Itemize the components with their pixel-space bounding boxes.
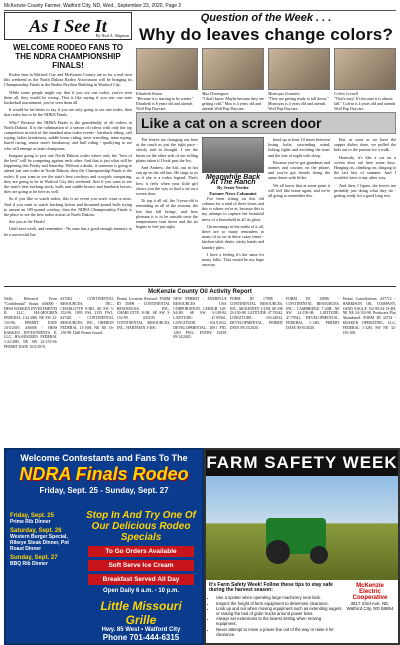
oil-column <box>117 297 170 443</box>
list-item: • Never attempt to move a power line out of the way or raise it for clearance. <box>216 627 342 637</box>
column-body <box>4 72 132 239</box>
respondent-quote: "I don't know. Maybe because they are getting cold." Max is 4 years old and attends Wolf Pup Daycare. <box>202 96 264 111</box>
paragraph: Why? Because the NDRA Finals is the granddaddy of all rodeos in North Dakota. It is the culmination of a season of rodeos with only the top competitors in each of the standard nine rodeo events - bareback riding, calf roping, ladies breakaway, saddle bronc riding, steer wrestling, team roping, barrel racing, senior men's breakaway, and bull riding - qualifying to see who will emerge as state champions. <box>4 119 132 151</box>
cooperative-brand <box>345 583 395 637</box>
oil-entry: Permit Location Revised: FORM ID 35098 - CONTINENTAL RESOURCES, INC., CHARLOTTE 8-3H, SE SW 3-152-99. #35100 - CONTINENTAL RESOURCES, INC., HARTMAN 3-3H1. <box>116 297 171 330</box>
special-item: Prime Rib Dinner <box>10 519 51 525</box>
restaurant-phone: Phone 701-444-6315 <box>102 633 180 642</box>
respondent-photo <box>334 48 396 90</box>
header-dateline: McKenzie County Farmer, Watford City, ND, Wed., September 23, 2020, Page 2 <box>4 3 182 9</box>
oil-report-title: McKenzie County Oil Activity Report <box>148 289 252 295</box>
screen-door-body <box>136 137 396 269</box>
text-column <box>334 137 396 269</box>
respondent <box>202 48 264 111</box>
paragraph: Imagine going to just one North Dakota rodeo where only the "best of the best" will be competing against each other. And that is just what will be happening this Friday and Saturday. Without a doubt, if someone is going to attend just one rodeo in North Dakota, then the Championship Finals is the rodeo. If you want to see the state's best cowboys and cowgirls competing, they are going to be in Watford City this weekend. And if you want to see the state's best bucking stock, bulls and saddle broncs and bareback horses, they are going to be here as well. <box>4 152 132 195</box>
list-item: • Look up and out when moving equipment such as extending augers or raising the bed of grain trucks around power lines. <box>216 606 342 616</box>
paragraph: lined up at least 10 times between losing bolts, unwinding mind, fishing fights and avoiding the tears and the fear of night with sleep. <box>268 137 330 158</box>
oil-column <box>230 297 283 443</box>
screen-door-heading: Like a cat on a screen door <box>136 112 396 134</box>
oil-column <box>173 297 226 443</box>
column-title: As I See It <box>29 15 107 36</box>
as-i-see-it-banner <box>4 12 132 40</box>
respondent-name: Max Dominguez <box>202 91 229 96</box>
safety-tips <box>209 583 342 637</box>
special-day: Saturday, Sept. 26 <box>10 528 62 534</box>
paragraph: I've been sitting on this old column for a total of three hours and this is where we're at, because this is my attempt to capture the beautiful mess of a household in all its glory. <box>202 195 264 222</box>
text-column <box>136 137 198 269</box>
oil-entry: FORM ID 17998 - CONTINENTAL RESOURCES, INC., MCKINNEY 1-23H, SE SW 23-150-98. LATITUDE: 47.76542, LONGITUDE: -103.44812, DEVELOPMENTAL, PERMIT DATE 09/15/2020. <box>229 297 284 330</box>
farm-safety-content <box>206 580 398 640</box>
respondent <box>334 48 396 111</box>
ad-banner: Soft Serve Ice Cream <box>88 560 194 571</box>
oil-column <box>286 297 339 443</box>
author-photo <box>202 137 264 173</box>
respondent-name: Montoyas Gonzalez <box>268 91 300 96</box>
qow-respondents <box>136 48 396 111</box>
qow-question: Why do leaves change colors? <box>138 25 394 44</box>
special-item: Western Burger Special, Ribeye Steak Dinner, Pot Roast Dinner <box>10 534 69 552</box>
column-author: By Jessie Veeder <box>217 185 249 191</box>
ad-banner: Breakfast Served All Day <box>88 574 194 585</box>
paragraph: To top it all off, the 3-year-old is reminding us all of the seasons, the fun that fall brings, and how pleasant it is to be outside once the temperatures turn down and the air begins to feel just right. <box>136 198 198 230</box>
oil-entry: #37284 - CONTINENTAL RESOURCES, INC., CHARLOTTE 9-3H1, SE SW 3-152-99, 1895 FSL 2155 FWL. #37401 - CONTINENTAL RESOURCES, INC., OBERON FEDERAL 13-16H, NE NE 16-150-98. Drill Permit Issued. <box>60 297 114 335</box>
text-column <box>202 137 264 269</box>
ad-stop-in: Stop In And Try One Of Our Delicious Rodeo Specials <box>86 510 196 543</box>
paragraph: Because you've got grandmas and aunties and cousins on the phone, and you've got friends doing the same dance with littles. <box>268 159 330 181</box>
farm-safety-title: FARM SAFETY WEEK <box>206 450 398 476</box>
paragraph: So if you like to watch rodeo, this is an event you won't want to miss. And if you want to watch bucking horses and thousand-pound bulls trying to unseat an 185-pound cowboy, then the NDRA Championship Finals is the place to see the best rodeo action in North Dakota. <box>4 196 132 218</box>
ad-headline: NDRA Finals Rodeo <box>19 464 189 484</box>
paragraph: It would be far better to say if you are only going to see one rodeo, then that rodeo has to be the NDRA Finals. <box>4 107 132 118</box>
rodeo-restaurant-ad <box>4 448 204 645</box>
ad-banner: To Go Orders Available <box>88 546 194 557</box>
oil-activity-report <box>4 286 396 445</box>
respondent-photo <box>268 48 330 90</box>
oil-entry: NEW PERMIT - ENERPLUS RESOURCES USA CORPORATION, LEHIGH 149-94-3B, SE SW 3-149-94. LATITUDE: 47.85561, LONGITUDE: -102.91032, DEVELOPMENTAL, 2001 FNL 1265 FWL. ENTRY DATE 09/14/2020. <box>173 297 227 340</box>
footnote: Until next week, and remember - No man has a good enough memory to be a successful liar. <box>4 226 132 237</box>
question-of-week <box>136 12 396 112</box>
tractor-wheel-icon <box>266 540 290 564</box>
paragraph: While some people might say that if you see one rodeo, you've seen them all, they would be wrong. That is like saying if you saw one state basketball tournament, you've seen them all. <box>4 89 132 106</box>
respondent-photo <box>202 48 264 90</box>
ad-dates: Friday, Sept. 25 - Sunday, Sept. 27 <box>39 486 169 495</box>
oil-column <box>343 297 396 443</box>
cooperative-address: 3817 23rd Ave. NE, Watford City, ND 58854 <box>346 601 394 611</box>
paragraph: See you at the Finals! <box>9 219 46 225</box>
screen-door-column <box>136 112 396 282</box>
safety-tips-list <box>209 595 342 637</box>
oil-entry: Wells Released From "Confidential" Status: #36000 - HESS BAKKEN INVESTMENTS II, LLC, HA-MOGREN FEDERAL 1-22-28B, NE SW 22-153-96, PERMIT DATE 10/3/2019. #36006 - HESS BAKKEN INVESTMENTS II, LLC, HA-MOGREN FEDERAL 1-22-28H, NE SW 22-153-96. PERMIT DATE 10/3/2019. <box>4 297 58 349</box>
oil-entry: Permit Cancellations: #37712 - HARRISON OIL COMPANY, SAND EAGLE 152-98-24-13-4H, NE NE 24-152-98. Producers Plus Abandoned: FORM ID 33734 - KRAKEN OPERATING, LLC, FEDERAL 1-32H, SW NE 32-150-100. <box>342 297 396 335</box>
paragraph: Rodeo fans in Watford City and McKenzie County are in for a real treat this weekend as the North Dakota Rodeo Association will be bringing its Championship Finals to the Rodeo Pavilion Building in Watford City. <box>4 72 132 88</box>
safety-tips-heading: It's Farm Safety Week! Follow these tips to stay safe during the harvest season: <box>209 582 333 594</box>
paragraph: And Andrew, the kid, out in hot sun up on the old bus. He sings to us as if she is a rodeo legend. That's how it feels when your little girl shows you the way to find a cat on a screen door. <box>136 165 198 197</box>
column-headline: WELCOME RODEO FANS TO THE NDRA CHAMPIONSHIP FINALS! <box>12 43 124 70</box>
tractor-image <box>206 476 398 580</box>
restaurant-logo: Little Missouri Grille <box>100 599 182 627</box>
paragraph: I have a feeling it's the same for many folks. That would be my hope anyway. <box>202 251 264 268</box>
respondent <box>268 48 330 111</box>
ad-specials <box>10 510 80 567</box>
ad-welcome: Welcome Contestants and Fans To The <box>20 453 188 463</box>
list-item: • Always set extensions to the lowest setting when moving equipment. <box>216 616 342 626</box>
ad-promo <box>86 510 196 642</box>
page-header <box>4 2 396 11</box>
paragraph: And then, I figure, the leaves are probably just doing what they do - getting ready for a good long rest. <box>334 182 396 199</box>
oil-report-columns <box>4 297 396 443</box>
tractor-wheel-icon <box>310 546 328 564</box>
special-day: Sunday, Sept. 27 <box>10 555 58 561</box>
text-column <box>268 137 330 269</box>
as-i-see-it-column <box>4 12 132 282</box>
respondent-quote: "They are getting ready to fall down." Montoyas is 4 years old and attends Wolf Pup Daycare. <box>268 96 329 111</box>
oil-column <box>4 297 57 443</box>
respondent <box>136 48 198 111</box>
ad-hours: Open Daily 6 a.m. - 10 p.m. <box>102 588 180 594</box>
paragraph: But, as soon as we have the supper dishes done, we pulled the kids out to the pasture for a walk. <box>334 137 396 153</box>
list-item: • Inspect the height of farm equipment to determine clearance. <box>216 601 342 606</box>
respondent-name: Elizabeth Keane <box>136 91 163 96</box>
qow-label: Question of the Week . . . <box>200 12 332 24</box>
paragraph: Honestly, it's like a cat on a screen door out here some days. Hanging on, climbing on, clinging to the last bits of summer. And I wouldn't have it any other way. <box>334 154 396 181</box>
list-item: • Use a spotter when operating large machinery near kids. <box>216 595 342 600</box>
restaurant-address: Hwy. 85 West • Watford City <box>101 627 181 633</box>
paragraph: The leaves are changing out here at the ranch as just the right pace - slowly and in thought. I see the buses on the other side of our rolling plains taken if I look past the Ivy. <box>136 137 198 163</box>
respondent-quote: "That's easy! It's because it is almost fall." Colvin is 4 years old and attends Wolf Pup Daycare. <box>334 96 396 111</box>
special-day: Friday, Sept. 25 <box>10 513 54 519</box>
paragraph: We all know that at some point it will feel like home again, and we're all going to remember this. <box>268 182 330 199</box>
oil-entry: FORM ID 35086 - CONTINENTAL RESOURCES, INC., CAMBRIDGE 7-24H, NE SW 24-150-98. LATITUDE: 47.79541, DEVELOPMENTAL, FEDERAL 1-12H, PERMIT DATE 09/10/2020. <box>286 297 340 330</box>
column-author-role: Farmer News Columnist <box>209 190 257 196</box>
respondent-name: Colvin Cornell <box>334 91 358 96</box>
cooperative-name: McKenzie Electric Cooperative <box>352 583 388 601</box>
column-series-title: Meanwhile Back At The Ranch <box>205 174 261 187</box>
farm-safety-ad <box>204 448 400 645</box>
respondent-photo <box>136 48 198 90</box>
special-item: BBQ Rib Dinner <box>10 561 48 567</box>
column-byline: By Neal A. Shipman <box>95 33 129 38</box>
oil-column <box>60 297 113 443</box>
respondent-quote: "Because it is starting to be winter." Elizabeth is 8 years old and attends Wolf Pup Daycare. <box>136 96 194 111</box>
paragraph: On mornings in the midst of it all, there are so many reminders to many of us on in these crazy times - kitchen table desks, sticky hands and laundry piles. <box>202 223 264 250</box>
